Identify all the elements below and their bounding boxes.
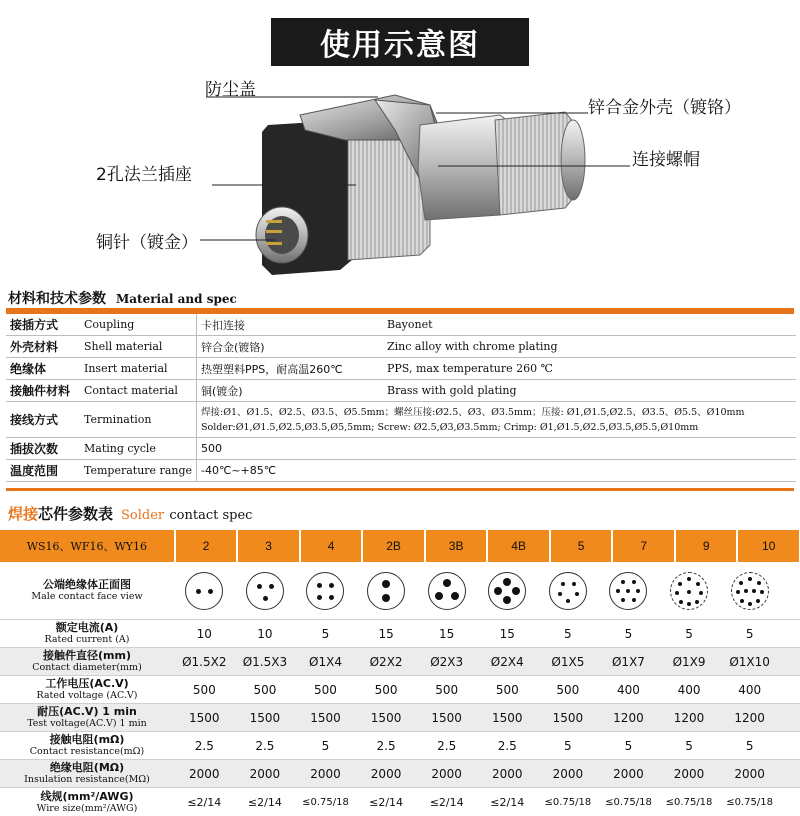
spec-value: Ø1X10 — [729, 654, 770, 669]
spec-value: 2.5 — [497, 738, 517, 753]
solder-section-title — [8, 503, 252, 524]
spec-value: Ø1X4 — [309, 654, 342, 669]
spec-value: 500 — [495, 682, 519, 697]
spec-value: 500 — [314, 682, 337, 697]
spec-value: 5 — [321, 626, 330, 641]
spec-row-label: 耐压(AC.V) 1 min Test voltage(AC.V) 1 min — [27, 705, 147, 729]
spec-value: 1200 — [734, 710, 765, 725]
face-cell — [174, 562, 235, 619]
spec-row-contact-resistance — [0, 732, 800, 760]
spec-value: ≤2/14 — [369, 795, 404, 809]
spec-value: 2000 — [734, 766, 765, 781]
row-label-en: Coupling — [82, 314, 197, 335]
spec-value: 2000 — [491, 766, 523, 781]
spec-value: ≤0.75/18 — [605, 796, 652, 808]
spec-value: ≤0.75/18 — [544, 796, 592, 808]
spec-value: 400 — [677, 682, 701, 697]
spec-value: ≤0.75/18 — [726, 796, 774, 808]
spec-column-header: 2B — [363, 530, 424, 562]
face-cell — [538, 562, 599, 619]
spec-value: 5 — [685, 738, 693, 753]
row-label-zh: 接触件材料 — [10, 384, 71, 398]
row-label-en: Contact material — [82, 380, 197, 401]
spec-value: 2.5 — [255, 738, 275, 753]
solder-title-en-orange: Solder — [121, 508, 165, 523]
material-table — [6, 314, 796, 482]
face-label — [0, 562, 174, 619]
row-value-zh: 热塑塑料PPS，耐高温260℃ — [201, 362, 343, 376]
spec-value: 500 — [253, 682, 277, 697]
spec-value: 1500 — [189, 710, 220, 725]
page-title: 使用示意图 — [271, 18, 529, 66]
spec-value: 5 — [685, 626, 693, 641]
spec-value: 2000 — [189, 766, 220, 781]
row-label-zh: 接插方式 — [10, 318, 59, 332]
spec-value: Ø1X7 — [611, 654, 645, 669]
spec-value: ≤2/14 — [247, 795, 282, 809]
row-label-en: Insert material — [82, 358, 197, 379]
spec-value: Ø1.5X3 — [242, 654, 288, 669]
spec-value: 1200 — [613, 710, 644, 725]
face-cell — [416, 562, 477, 619]
spec-value: 2000 — [249, 766, 281, 781]
row-value: 500 — [201, 442, 222, 455]
row-label-en: Temperature range — [82, 460, 197, 481]
spec-row-insulation-resistance — [0, 760, 800, 788]
row-label-en: Termination — [82, 402, 197, 437]
spec-column-header: 2 — [176, 530, 237, 562]
spec-value: 5 — [564, 738, 572, 753]
spec-value: 10 — [196, 626, 212, 641]
spec-value: 2000 — [370, 766, 402, 781]
row-label-zh: 温度范围 — [10, 464, 59, 478]
spec-value: 500 — [192, 682, 216, 697]
material-row — [6, 314, 796, 336]
callout-flange-socket: 2孔法兰插座 — [96, 165, 192, 185]
spec-value: 2.5 — [194, 738, 214, 753]
spec-value: 10 — [257, 626, 273, 641]
face-cell — [295, 562, 356, 619]
spec-value: 1500 — [552, 710, 584, 725]
row-value-en: Zinc alloy with chrome plating — [387, 340, 558, 353]
pin-face-2b — [367, 572, 405, 610]
spec-value: Ø1.5X2 — [182, 654, 227, 669]
spec-value: ≤0.75/18 — [302, 796, 349, 808]
spec-row-label: 工作电压(AC.V) Rated voltage (AC.V) — [36, 677, 138, 701]
row-label-zh: 外壳材料 — [10, 340, 59, 354]
spec-value: Ø1X9 — [672, 654, 706, 669]
solder-title-zh: 芯件参数表 — [38, 505, 114, 523]
spec-column-header: 10 — [738, 530, 799, 562]
spec-value: 2000 — [431, 766, 462, 781]
spec-value: 5 — [321, 738, 330, 753]
row-label-zh: 绝缘体 — [10, 362, 47, 376]
pin-face-4 — [306, 572, 344, 610]
row-label-zh: 接线方式 — [10, 413, 59, 427]
face-cell — [356, 562, 417, 619]
termination-values — [197, 402, 796, 437]
spec-value: 400 — [738, 682, 762, 697]
spec-row-label: 接触电阻(mΩ) Contact resistance(mΩ) — [29, 733, 145, 757]
pin-face-7 — [609, 572, 647, 610]
callout-zinc-shell: 锌合金外壳（镀铬） — [588, 98, 741, 118]
termination-line-zh: 焊接:Ø1、Ø1.5、Ø2.5、Ø3.5、Ø5.5mm；螺丝压接:Ø2.5、Ø3、Ø3.5mm；压接: Ø1,Ø1.5,Ø2.5、Ø3.5、Ø5.5、Ø10mm — [201, 406, 745, 418]
spec-row-wire-size — [0, 788, 800, 816]
material-row — [6, 438, 796, 460]
spec-header-label: WS16、WF16、WY16 — [0, 530, 174, 562]
spec-row-label: 线规(mm²/AWG) Wire size(mm²/AWG) — [36, 789, 138, 814]
face-label-en: Male contact face view — [31, 591, 143, 602]
spec-header-row — [0, 530, 800, 562]
spec-value: 15 — [499, 626, 515, 641]
spec-value: 2.5 — [437, 738, 457, 753]
face-label-zh: 公端绝缘体正面图 — [43, 578, 131, 591]
pin-face-9 — [670, 572, 708, 610]
spec-value: 5 — [745, 626, 754, 641]
face-cell — [659, 562, 720, 619]
pin-face-2 — [185, 572, 223, 610]
spec-value: ≤0.75/18 — [665, 796, 713, 808]
row-value-en: PPS, max temperature 260 ℃ — [387, 362, 553, 375]
row-label-en: Shell material — [82, 336, 197, 357]
material-row-termination — [6, 402, 796, 438]
spec-row-label: 额定电流(A) Rated current (A) — [44, 621, 130, 645]
spec-column-header: 4B — [488, 530, 549, 562]
spec-value: Ø1X5 — [551, 654, 585, 669]
spec-value: 2.5 — [376, 738, 396, 753]
row-value-en: Bayonet — [387, 318, 433, 331]
spec-value: 400 — [617, 682, 640, 697]
spec-row-label: 绝缘电阻(MΩ) Insulation resistance(MΩ) — [24, 761, 150, 785]
spec-value: 1500 — [491, 710, 523, 725]
row-label-en: Mating cycle — [82, 438, 197, 459]
spec-value: 15 — [378, 626, 394, 641]
spec-value: 1500 — [249, 710, 281, 725]
row-value-en: Brass with gold plating — [387, 384, 517, 397]
material-row — [6, 358, 796, 380]
spec-column-header: 3B — [426, 530, 487, 562]
spec-value: Ø2X4 — [490, 654, 524, 669]
spec-value: 500 — [374, 682, 398, 697]
material-title-zh: 材料和技术参数 — [8, 291, 106, 307]
solder-spec-table — [0, 530, 800, 816]
face-cell — [719, 562, 780, 619]
spec-value: Ø2X3 — [430, 654, 464, 669]
spec-column-header: 9 — [676, 530, 737, 562]
spec-column-header: 3 — [238, 530, 299, 562]
spec-value: 2000 — [310, 766, 341, 781]
spec-value: 1500 — [310, 710, 341, 725]
spec-value: 5 — [624, 626, 633, 641]
spec-value: 2000 — [673, 766, 705, 781]
spec-value: 500 — [556, 682, 580, 697]
solder-title-en: contact spec — [169, 508, 253, 523]
face-cell — [477, 562, 538, 619]
spec-value: ≤2/14 — [490, 795, 525, 809]
material-title-en: Material and spec — [116, 292, 237, 306]
row-value-zh: 卡扣连接 — [201, 318, 245, 332]
solder-title-zh-orange: 焊接 — [8, 505, 39, 523]
material-row — [6, 336, 796, 358]
spec-value: 2000 — [613, 766, 644, 781]
spec-value: 1500 — [370, 710, 402, 725]
spec-column-header: 7 — [613, 530, 674, 562]
spec-value: 500 — [435, 682, 459, 697]
spec-row-label: 接触件直径(mm) Contact diameter(mm) — [32, 649, 142, 673]
spec-value: Ø2X2 — [369, 654, 403, 669]
pin-face-3b — [428, 572, 466, 610]
spec-value: 5 — [745, 738, 754, 753]
spec-value: 5 — [564, 626, 572, 641]
spec-value: 1500 — [431, 710, 462, 725]
face-cell — [598, 562, 659, 619]
material-row — [6, 460, 796, 482]
spec-face-row — [0, 562, 800, 620]
pin-face-10 — [731, 572, 769, 610]
face-cell — [235, 562, 296, 619]
spec-column-header: 5 — [551, 530, 612, 562]
row-value-zh: 锌合金(镀铬) — [201, 340, 265, 354]
material-bottom-divider — [6, 488, 794, 491]
material-section-title — [8, 288, 237, 308]
row-value-zh: 铜(镀金) — [201, 384, 243, 398]
spec-value: 15 — [439, 626, 455, 641]
callout-copper-pin: 铜针（镀金） — [96, 233, 198, 253]
spec-value: 1200 — [673, 710, 705, 725]
spec-row-test-voltage — [0, 704, 800, 732]
callout-coupling-nut: 连接螺帽 — [632, 150, 700, 170]
pin-face-4b — [488, 572, 526, 610]
spec-row-contact-diameter — [0, 648, 800, 676]
spec-value: 5 — [624, 738, 633, 753]
termination-line-en: Solder:Ø1,Ø1.5,Ø2.5,Ø3.5,Ø5,5mm; Screw: Ø2.5,Ø3,Ø3.5mm; Crimp: Ø1,Ø1.5,Ø2.5,Ø3.5,Ø5.5,Ø10mm — [201, 421, 699, 433]
spec-value: 2000 — [552, 766, 584, 781]
spec-column-header: 4 — [301, 530, 362, 562]
spec-value: ≤2/14 — [187, 795, 222, 809]
callout-dust-cap: 防尘盖 — [205, 80, 256, 100]
spec-row-rated-voltage — [0, 676, 800, 704]
spec-value: ≤2/14 — [429, 795, 464, 809]
row-label-zh: 插拔次数 — [10, 442, 59, 456]
pin-face-5 — [549, 572, 587, 610]
spec-row-rated-current — [0, 620, 800, 648]
material-row — [6, 380, 796, 402]
pin-face-3 — [246, 572, 284, 610]
row-value: -40℃~+85℃ — [201, 464, 277, 477]
